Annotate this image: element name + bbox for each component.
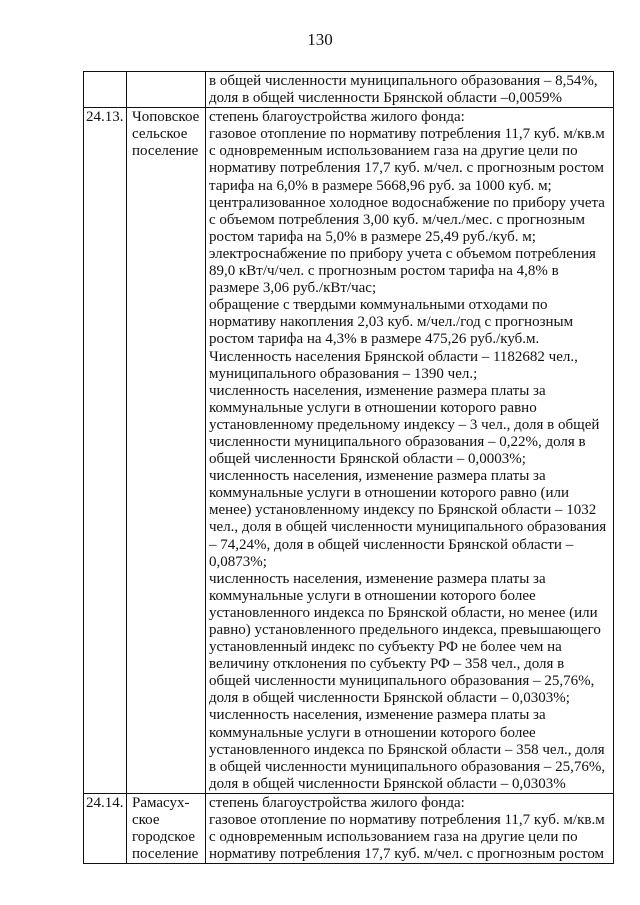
- description-line: 0,0873%;: [209, 553, 267, 570]
- municipality-name-cell: [127, 72, 206, 108]
- description-line: установленному предельному индексу – 3 чел., доля в общей: [209, 416, 600, 433]
- description-line: коммунальные услуги в отношении которого более: [209, 587, 536, 604]
- description-line: менее) установленному индексу по Брянской области – 1032: [209, 502, 597, 519]
- municipality-name-line: Рамасух-: [132, 794, 190, 811]
- description-line: чел., доля в общей численности муниципального образования: [209, 519, 607, 536]
- description-line: с одновременным использованием газа на другие цели по: [209, 829, 578, 846]
- description-line: 89,0 кВт/ч/чел. с прогнозным ростом тарифа на 4,8% в: [209, 263, 559, 280]
- description-line: электроснабжение по прибору учета с объемом потребления: [209, 245, 596, 262]
- tariff-table-body: [84, 72, 614, 864]
- description-line: в общей численности муниципального образования – 25,76%,: [209, 758, 606, 775]
- description-line: газовое отопление по нормативу потребления 11,7 куб. м/кв.м: [209, 126, 605, 143]
- item-number-cell: 24.14.: [84, 793, 127, 863]
- municipality-name-line: поселение: [132, 846, 199, 863]
- description-line: коммунальные услуги в отношении которого равно (или: [209, 485, 569, 502]
- description-line: общей численности муниципального образования – 25,76%,: [209, 673, 595, 690]
- tariff-table: [83, 71, 614, 864]
- table-row: [84, 793, 614, 863]
- description-line: нормативу потребления 17,7 куб. м/чел. с прогнозным ростом: [209, 160, 605, 177]
- item-number-cell: [84, 72, 127, 108]
- description-line: нормативу потребления 17,7 куб. м/чел. с прогнозным ростом: [209, 846, 605, 863]
- description-line: степень благоустройства жилого фонда:: [209, 109, 465, 126]
- description-line: централизованное холодное водоснабжение по прибору учета: [209, 194, 605, 211]
- description-line: муниципального образования – 1390 чел.;: [209, 365, 478, 382]
- description-line: численности муниципального образования – 0,22%, доля в: [209, 433, 586, 450]
- description-line: размере 3,06 руб./кВт/час;: [209, 280, 377, 297]
- description-line: обращение с твердыми коммунальными отходами по: [209, 297, 548, 314]
- municipality-name-line: поселение: [132, 143, 199, 160]
- description-cell: [206, 793, 614, 863]
- page-number: 130: [307, 30, 333, 49]
- description-line: доля в общей численности Брянской области –0,0059%: [209, 90, 562, 107]
- table-row: [84, 72, 614, 108]
- description-line: Численность населения Брянской области – 1182682 чел.,: [209, 348, 578, 365]
- description-line: тарифа на 6,0% в размере 5668,96 руб. за 1000 куб. м;: [209, 177, 552, 194]
- municipality-name-cell: [127, 108, 206, 794]
- municipality-name-line: Чоповское: [132, 109, 200, 126]
- description-line: степень благоустройства жилого фонда:: [209, 794, 465, 811]
- municipality-name-line: ское: [132, 812, 160, 829]
- description-line: коммунальные услуги в отношении которого более: [209, 724, 536, 741]
- item-number-cell: 24.13.: [84, 108, 127, 794]
- description-line: численность населения, изменение размера платы за: [209, 468, 546, 485]
- description-line: с объемом потребления 3,00 куб. м/чел./мес. с прогнозным: [209, 211, 585, 228]
- description-line: доля в общей численности Брянской области – 0,0303%;: [209, 690, 570, 707]
- description-line: ростом тарифа на 5,0% в размере 25,49 руб./куб. м;: [209, 228, 536, 245]
- description-line: нормативу накопления 2,03 куб. м/чел./год с прогнозным: [209, 314, 574, 331]
- description-line: численность населения, изменение размера платы за: [209, 382, 546, 399]
- description-line: величину отклонения по субъекту РФ – 358 чел., доля в: [209, 656, 565, 673]
- table-row: [84, 108, 614, 794]
- municipality-name-line: сельское: [132, 126, 188, 143]
- description-line: численность населения, изменение размера платы за: [209, 707, 546, 724]
- description-line: с одновременным использованием газа на другие цели по: [209, 143, 578, 160]
- municipality-name-line: городское: [132, 829, 196, 846]
- description-line: доля в общей численности Брянской области – 0,0303%: [209, 775, 566, 792]
- description-line: в общей численности муниципального образования – 8,54%,: [209, 73, 598, 89]
- municipality-name-cell: [127, 793, 206, 863]
- description-line: газовое отопление по нормативу потребления 11,7 куб. м/кв.м: [209, 812, 605, 829]
- description-line: установленного индекса по Брянской области – 358 чел., доля: [209, 741, 605, 758]
- description-line: установленный индекс по субъекту РФ не более чем на: [209, 639, 562, 656]
- description-cell: [206, 108, 614, 794]
- description-line: – 74,24%, доля в общей численности Брянской области –: [209, 536, 574, 553]
- description-line: коммунальные услуги в отношении которого равно: [209, 399, 537, 416]
- description-line: численность населения, изменение размера платы за: [209, 570, 546, 587]
- description-line: равно) установленного предельного индекса, превышающего: [209, 622, 601, 638]
- description-cell: [206, 72, 614, 108]
- description-line: общей численности Брянской области – 0,0003%;: [209, 451, 526, 468]
- description-line: ростом тарифа на 4,3% в размере 475,26 руб./куб.м.: [209, 331, 540, 348]
- description-line: установленного индекса по Брянской области, но менее (или: [209, 604, 598, 621]
